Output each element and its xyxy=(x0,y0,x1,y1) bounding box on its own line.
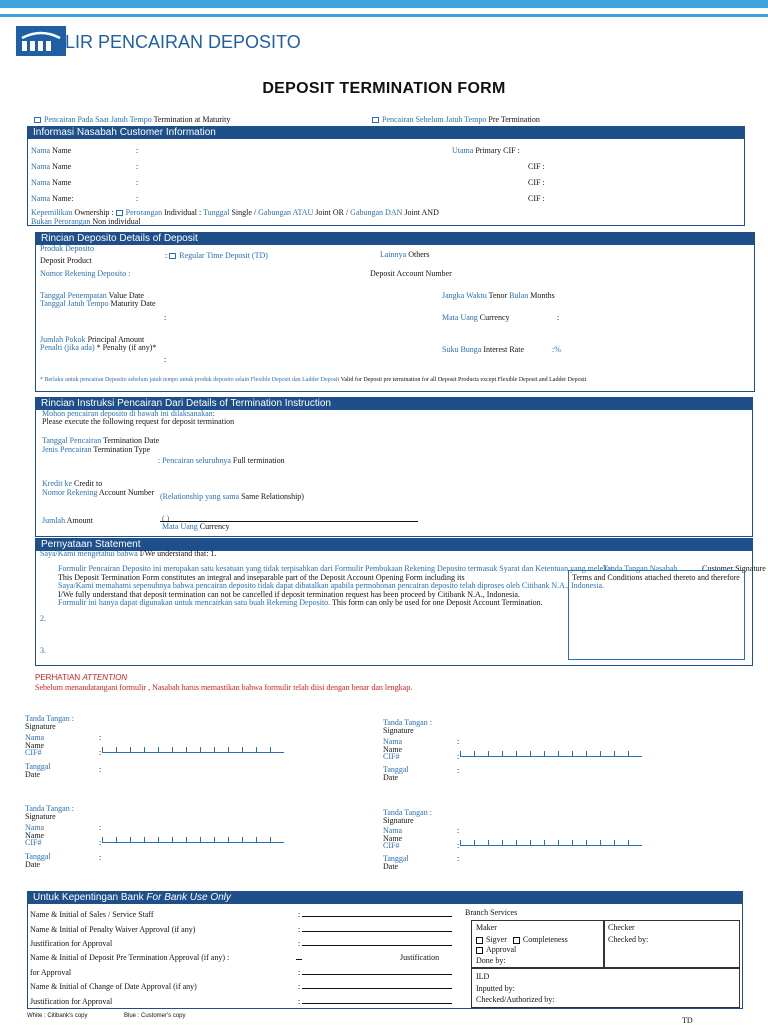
justification-line-1[interactable] xyxy=(302,945,452,946)
bank-logo-icon xyxy=(16,26,66,56)
copy-blue-note: Blue : Customer's copy xyxy=(124,1013,186,1019)
checkbox-icon[interactable] xyxy=(476,937,483,944)
branch-services-label: Branch Services xyxy=(465,908,518,917)
cif-input[interactable] xyxy=(460,840,642,846)
statement-band: Pernyataan Statement xyxy=(35,538,753,551)
option-at-maturity[interactable]: Pencairan Pada Saat Jatuh Tempo Termination at Maturity xyxy=(34,115,230,124)
pre-termination-approval-line[interactable] xyxy=(296,959,302,960)
primary-cif-label: Utama Primary CIF : xyxy=(452,146,520,155)
checkbox-icon[interactable] xyxy=(372,117,379,123)
cif-input[interactable] xyxy=(460,751,642,757)
option-pre-termination[interactable]: Pencairan Sebelum Jatuh Tempo Pre Termination xyxy=(372,115,540,124)
customer-info-band: Informasi Nasabah Customer Information xyxy=(27,126,745,139)
name-row-4: Nama Name: xyxy=(31,194,74,203)
cif-label-4: CIF : xyxy=(528,194,545,203)
checkbox-icon[interactable] xyxy=(34,117,41,123)
regular-td-option[interactable]: : Regular Time Deposit (TD) xyxy=(165,251,268,260)
checkbox-icon[interactable] xyxy=(169,253,176,259)
attention-label: PERHATIAN ATTENTION xyxy=(35,673,128,682)
full-termination-option: : Pencairan seluruhnya Full termination xyxy=(158,456,285,465)
customer-signature-box[interactable] xyxy=(568,570,745,660)
others-option: Lainnya Others xyxy=(380,250,430,259)
checkbox-icon[interactable] xyxy=(513,937,520,944)
top-accent-line xyxy=(0,14,768,17)
justification-line-2[interactable] xyxy=(302,974,452,975)
cif-input[interactable] xyxy=(102,747,284,753)
name-row-3: Nama Name xyxy=(31,178,72,187)
ownership-row: Kepemilikan Ownership : Perorangan Individual : Tunggal Single / Gabungan ATAU Joint OR / Gabungan DAN Joint AND xyxy=(31,208,439,217)
sales-staff-line[interactable] xyxy=(302,916,452,917)
bank-use-band: Untuk Kepentingan Bank For Bank Use Only xyxy=(27,891,743,904)
deposit-details-band: Rincian Deposito Details of Deposit xyxy=(35,232,755,245)
deposit-footnote: * Berlaku untuk pencairan Deposito sebelum jatuh tempo untuk produk deposito selain Flexible Deposit dan Ladder Deposit Valid for Deposit pre termination for all Deposit Products except Flexible Deposit and Ladder Deposit xyxy=(40,377,587,383)
non-individual-row: Bukan Perorangan Non individual xyxy=(31,217,141,226)
cif-input[interactable] xyxy=(102,837,284,843)
cif-label-2: CIF : xyxy=(528,162,545,171)
checkbox-icon[interactable] xyxy=(116,210,123,216)
cif-label-3: CIF : xyxy=(528,178,545,187)
corner-code: TD xyxy=(682,1016,693,1025)
penalty-waiver-line[interactable] xyxy=(302,931,452,932)
change-date-approval-line[interactable] xyxy=(302,988,452,989)
name-row-2: Nama Name xyxy=(31,162,72,171)
attention-text: Sebelum menandatangani formulir , Nasabah harus memastikan bahwa formulir telah diisi dengan benar dan lengkap. xyxy=(35,683,413,692)
top-accent-bar xyxy=(0,0,768,8)
termination-instruction-band: Rincian Instruksi Pencairan Dari Details of Termination Instruction xyxy=(35,397,753,410)
checkbox-icon[interactable] xyxy=(476,947,483,954)
header-title: LIR PENCAIRAN DEPOSITO xyxy=(65,32,301,52)
form-title: DEPOSIT TERMINATION FORM xyxy=(262,80,506,97)
justification-line-3[interactable] xyxy=(302,1003,452,1004)
name-row-1: Nama Name xyxy=(31,146,72,155)
copy-white-note: White : Citibank's copy xyxy=(27,1013,88,1019)
